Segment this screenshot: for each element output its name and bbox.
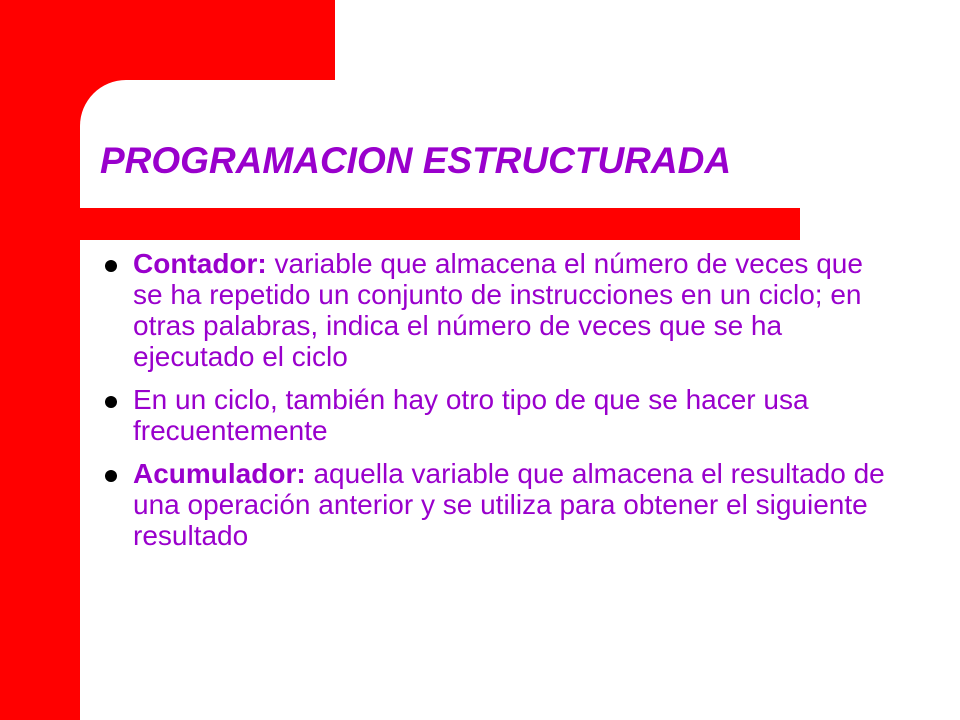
bullet-term: Contador: bbox=[133, 248, 267, 279]
bullet-item-ciclo bbox=[100, 384, 900, 446]
slide-title: PROGRAMACION ESTRUCTURADA bbox=[100, 140, 732, 181]
red-left-band bbox=[0, 0, 80, 720]
bullet-dot-icon bbox=[105, 260, 117, 272]
bullet-list bbox=[100, 248, 900, 563]
bullet-text: En un ciclo, también hay otro tipo de que se hacer usa frecuentemente bbox=[133, 384, 809, 446]
bullet-term: Acumulador: bbox=[133, 458, 306, 489]
bullet-text: variable que almacena el número de veces que se ha repetido un conjunto de instrucciones en un ciclo; en otras palabras, indica el número de veces que se ha ejecutado el ciclo bbox=[133, 248, 863, 372]
bullet-text: aquella variable que almacena el resultado de una operación anterior y se utiliza para obtener el siguiente resultado bbox=[133, 458, 885, 551]
bullet-dot-icon bbox=[105, 470, 117, 482]
bullet-item-acumulador bbox=[100, 458, 900, 551]
bullet-item-contador bbox=[100, 248, 900, 372]
red-top-band bbox=[0, 0, 335, 80]
title-underline-bar bbox=[80, 208, 800, 240]
bullet-dot-icon bbox=[105, 396, 117, 408]
